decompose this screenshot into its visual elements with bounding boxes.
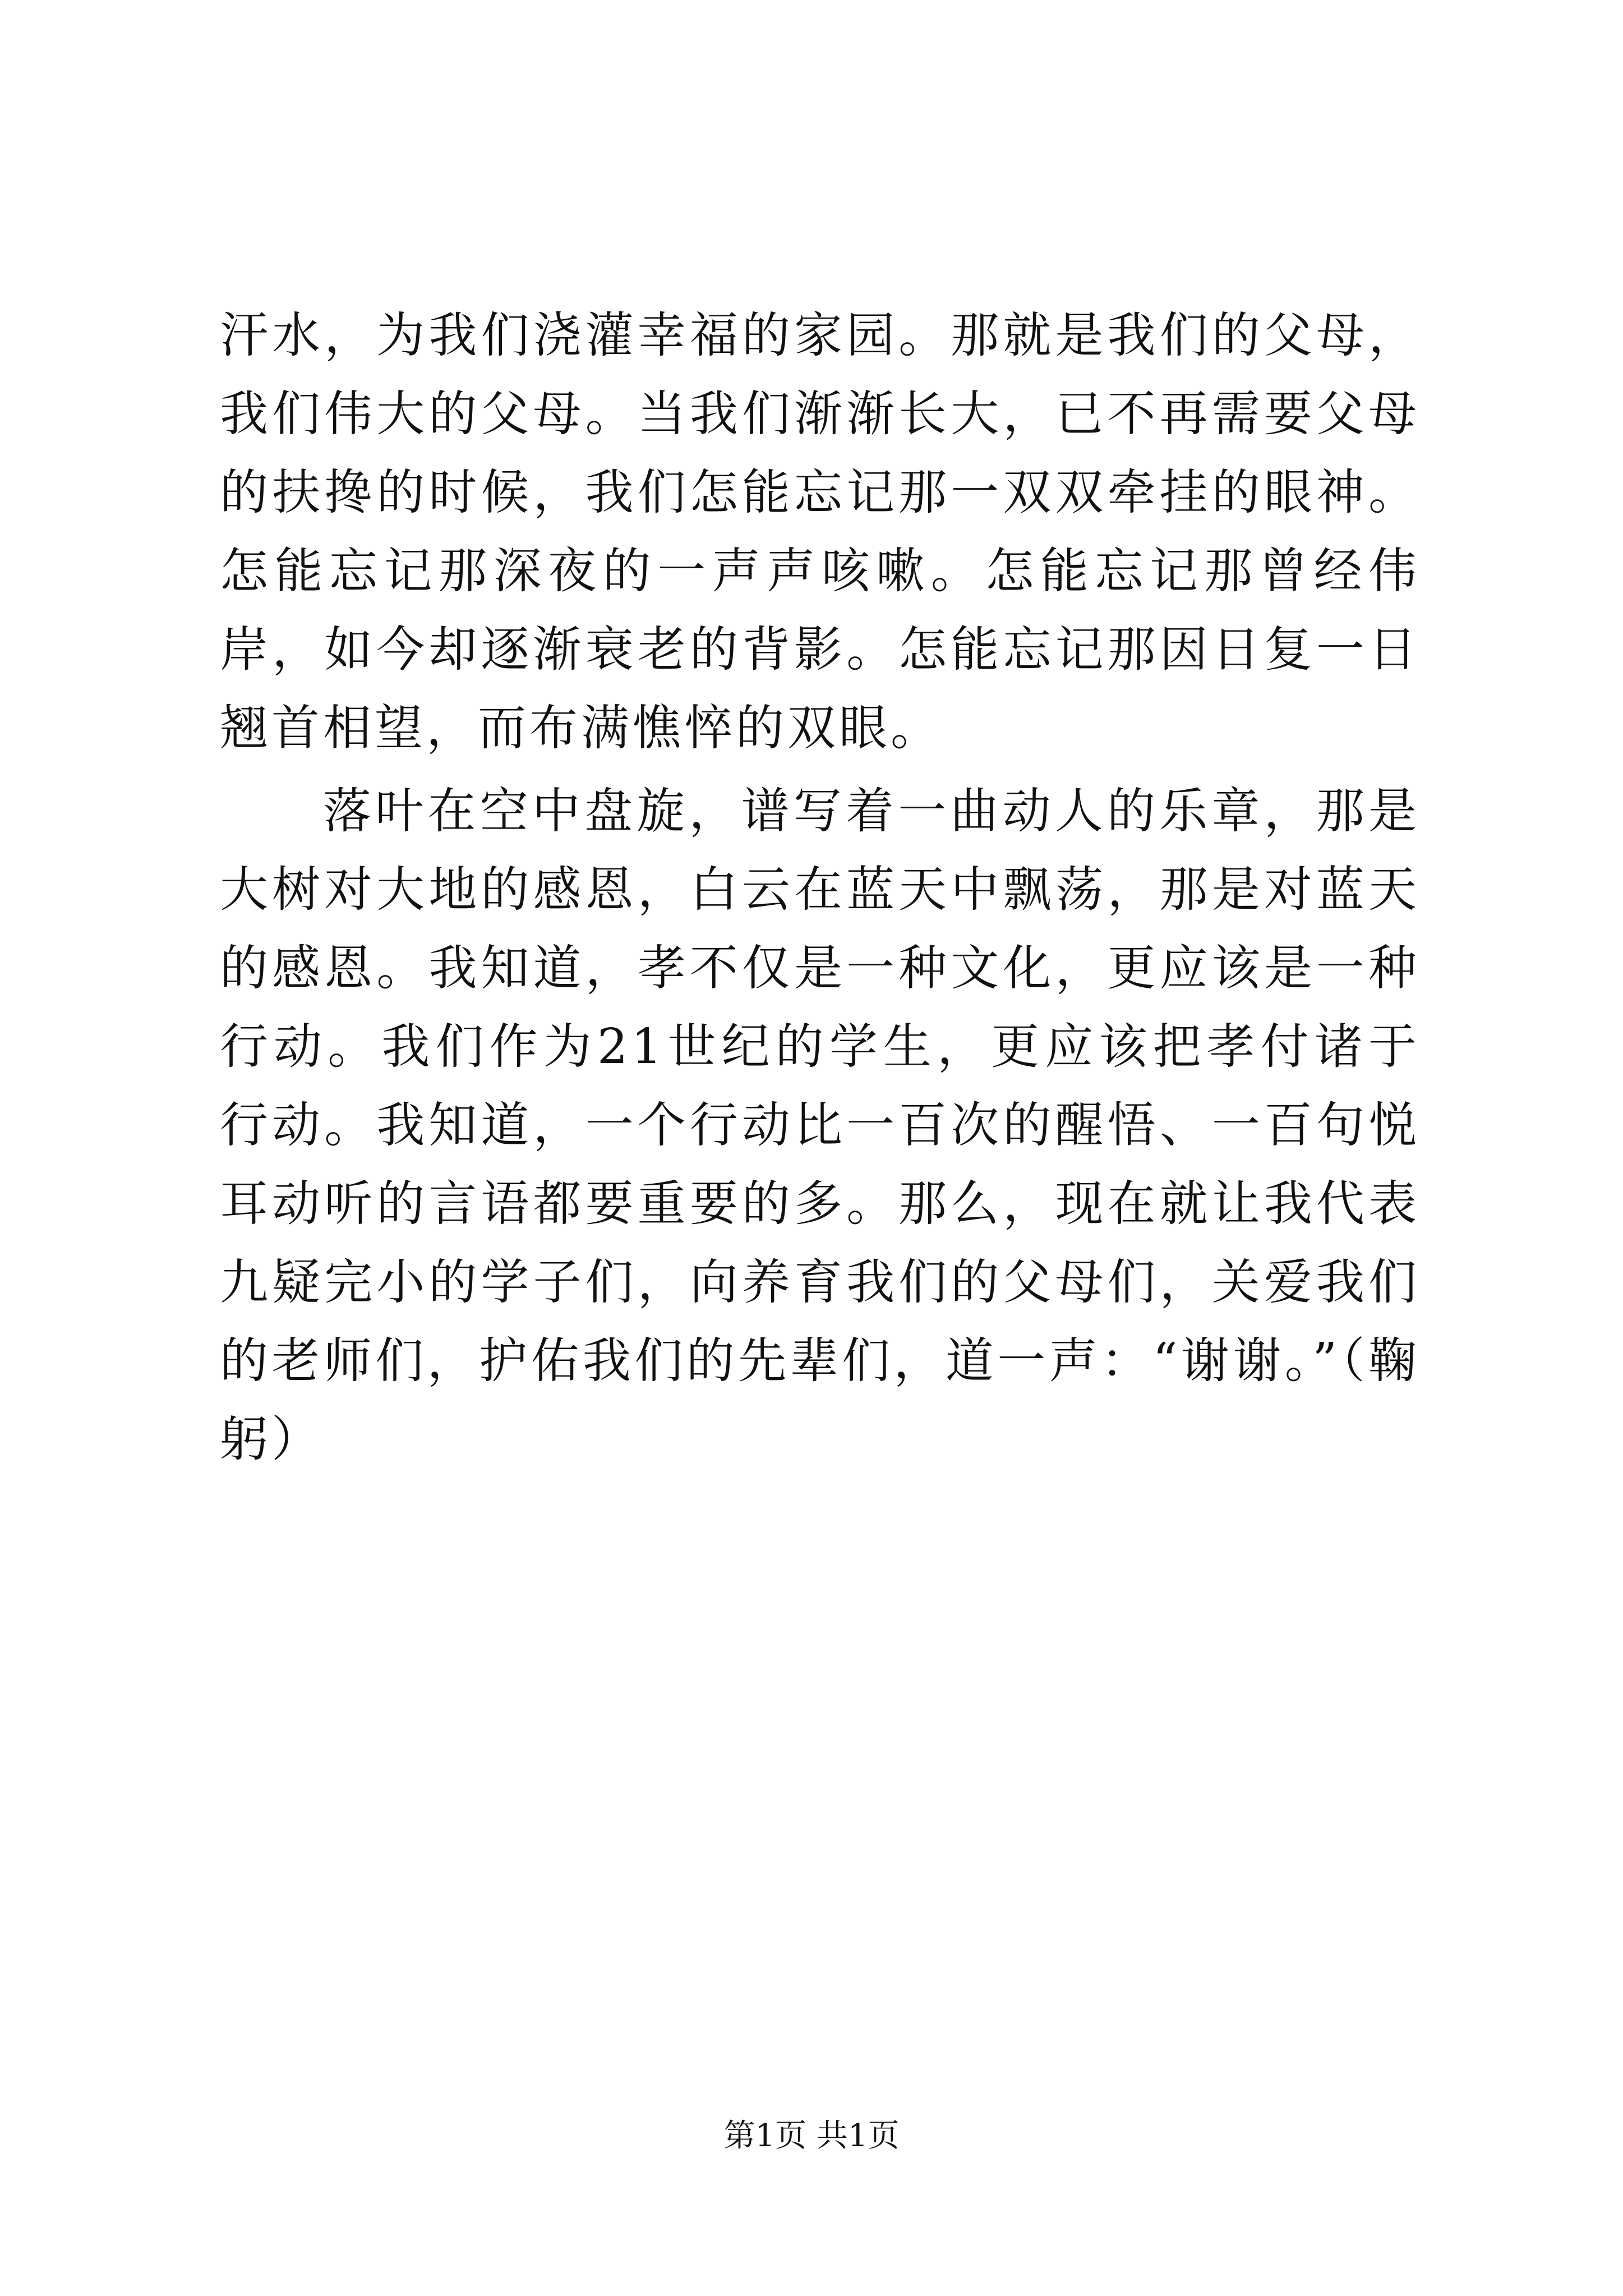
paragraph-1: 汗水，为我们浇灌幸福的家园。那就是我们的父母，我们伟大的父母。当我们渐渐长大，已不再需要父母的扶搀的时候，我们怎能忘记那一双双牵挂的眼神。怎能忘记那深夜的一声声咳嗽。怎能忘记那曾经伟岸，如今却逐渐衰老的背影。怎能忘记那因日复一日翘首相望，而布满憔悴的双眼。 (220, 307, 1420, 756)
body-text (220, 296, 1420, 1479)
paragraph-2: 落叶在空中盘旋，谱写着一曲动人的乐章，那是大树对大地的感恩，白云在蓝天中飘荡，那是对蓝天的感恩。我知道，孝不仅是一种文化，更应该是一种行动。我们作为21世纪的学生，更应该把孝付诸于行动。我知道，一个行动比一百次的醒悟、一百句悦耳动听的言语都要重要的多。那么，现在就让我代表九疑完小的学子们，向养育我们的父母们，关爱我们的老师们，护佑我们的先辈们，道一声：“谢谢。”（鞠躬） (220, 783, 1420, 1467)
page-footer: 第1页 共1页 (723, 2118, 900, 2154)
